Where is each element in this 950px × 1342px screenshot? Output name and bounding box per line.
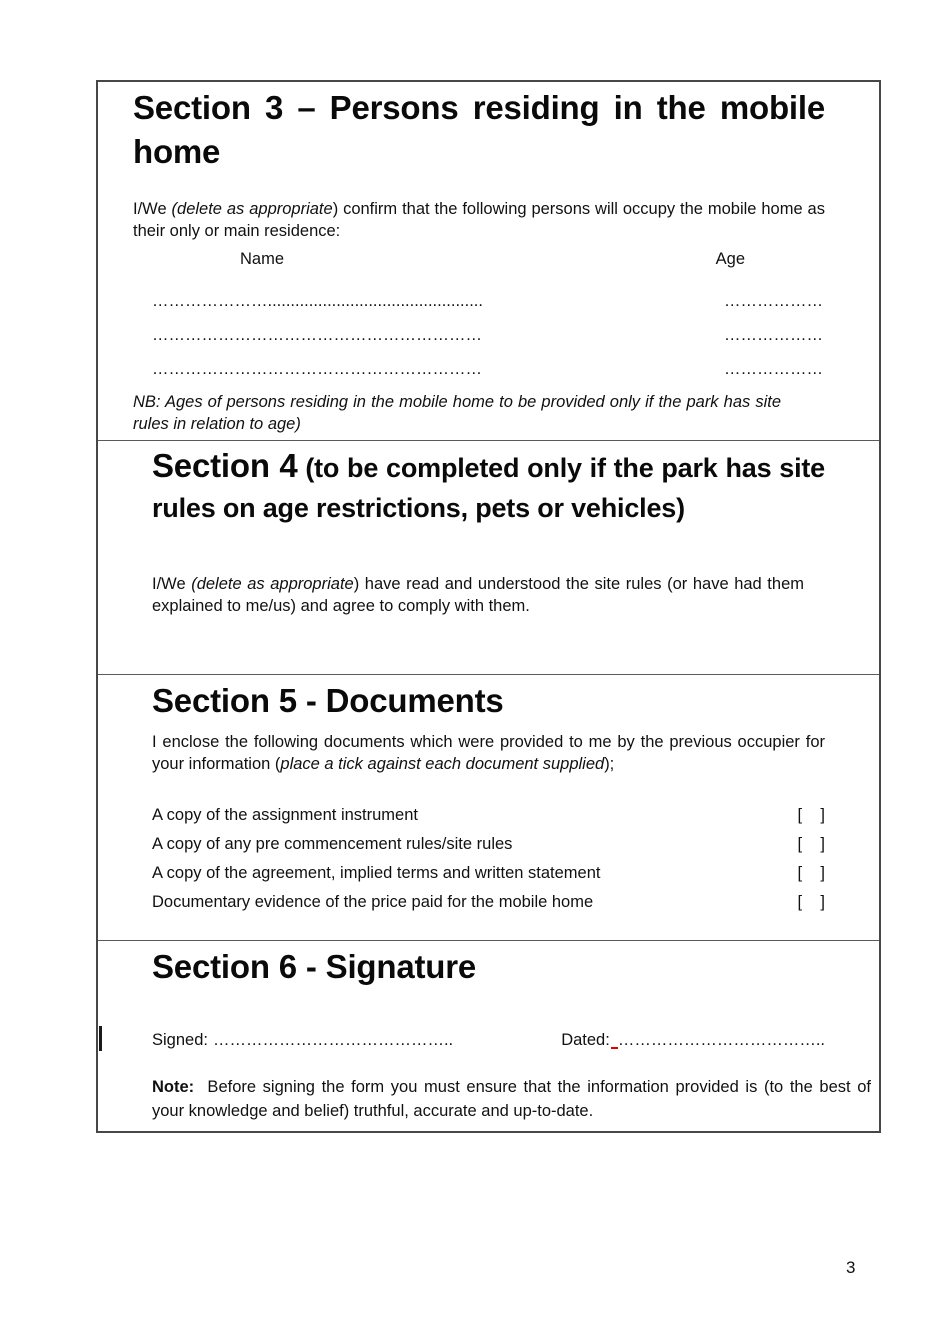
intro-italic-text: (delete as appropriate — [171, 200, 333, 218]
section-5-intro — [152, 731, 825, 775]
page-number: 3 — [846, 1258, 856, 1277]
name-column-label: Name — [240, 250, 285, 268]
section-3 — [98, 82, 879, 440]
tick-box[interactable]: [ ] — [797, 835, 825, 853]
name-fill-line[interactable]: …………………............................................... — [152, 292, 483, 310]
note-label: Note: — [152, 1078, 195, 1096]
section-3-nb-note: NB: Ages of persons residing in the mobile home to be provided only if the park has site rules in relation to age) — [133, 393, 781, 433]
checklist-item-label: A copy of any pre commencement rules/site rules — [152, 835, 513, 853]
intro-text: ); — [604, 755, 615, 773]
body-text: I/We — [152, 575, 192, 593]
section-3-intro — [133, 198, 825, 242]
document-checklist — [152, 801, 825, 917]
signature-row — [152, 1029, 825, 1051]
section-4-body — [152, 573, 804, 617]
age-fill-line[interactable]: ……………… — [724, 360, 823, 378]
section-4-title-main: Section 4 — [152, 447, 298, 484]
signed-field — [152, 1029, 561, 1051]
body-italic-text: (delete as appropriate — [191, 575, 354, 593]
tick-box[interactable]: [ ] — [797, 864, 825, 882]
person-entry-row — [133, 352, 825, 386]
section-4-title-qualifier: (to be completed only if the park has site rules on age restrictions, pets or vehicles) — [152, 453, 825, 523]
checklist-item — [152, 801, 825, 830]
name-fill-line[interactable]: …………………………………………………… — [152, 326, 482, 344]
checklist-item — [152, 859, 825, 888]
intro-italic-text: place a tick against each document supplied — [280, 755, 605, 773]
columns-header — [133, 248, 825, 270]
dated-field — [561, 1029, 825, 1051]
section-4-title — [152, 447, 825, 527]
person-entry-row — [133, 284, 825, 318]
revision-change-bar — [99, 1026, 102, 1051]
spellcheck-underline-mark — [611, 1047, 618, 1049]
form-table — [96, 80, 881, 1133]
age-fill-line[interactable]: ……………… — [724, 326, 823, 344]
tick-box[interactable]: [ ] — [797, 806, 825, 824]
person-entry-row — [133, 318, 825, 352]
checklist-item — [152, 830, 825, 859]
note-text: Before signing the form you must ensure that the information provided is (to the best of your knowledge and belief) truthful, accurate and up-to-date. — [152, 1078, 871, 1120]
section-6-title: Section 6 - Signature — [152, 948, 477, 985]
checklist-item-label: A copy of the assignment instrument — [152, 806, 418, 824]
section-5 — [98, 674, 879, 940]
checklist-item — [152, 888, 825, 917]
dated-label: Dated: — [561, 1031, 610, 1049]
section-6-note — [152, 1075, 871, 1123]
checklist-item-label: Documentary evidence of the price paid for the mobile home — [152, 893, 594, 911]
signed-label: Signed: — [152, 1031, 208, 1049]
tick-box[interactable]: [ ] — [797, 893, 825, 911]
checklist-item-label: A copy of the agreement, implied terms and written statement — [152, 864, 601, 882]
section-5-title: Section 5 - Documents — [152, 682, 504, 719]
age-fill-line[interactable]: ……………… — [724, 292, 823, 310]
age-column-label: Age — [715, 250, 745, 268]
intro-text: I/We — [133, 200, 172, 218]
intro-text: ) confirm that the following persons will occupy the mobile home as their only or main residence: — [133, 200, 825, 240]
section-3-title: Section 3 – Persons residing in the mobile home — [133, 89, 825, 170]
section-6 — [98, 940, 879, 1131]
name-fill-line[interactable]: …………………………………………………… — [152, 360, 482, 378]
intro-text: I enclose the following documents which were provided to me by the previous occupier for your information ( — [152, 733, 825, 773]
body-text: ) have read and understood the site rules (or have had them explained to me/us) and agree to comply with them. — [152, 575, 804, 615]
section-4 — [98, 440, 879, 674]
signed-fill-line[interactable]: …………………………………….. — [212, 1031, 454, 1049]
dated-fill-line[interactable]: ……………………………….. — [617, 1031, 825, 1049]
person-entry-rows — [133, 284, 825, 386]
